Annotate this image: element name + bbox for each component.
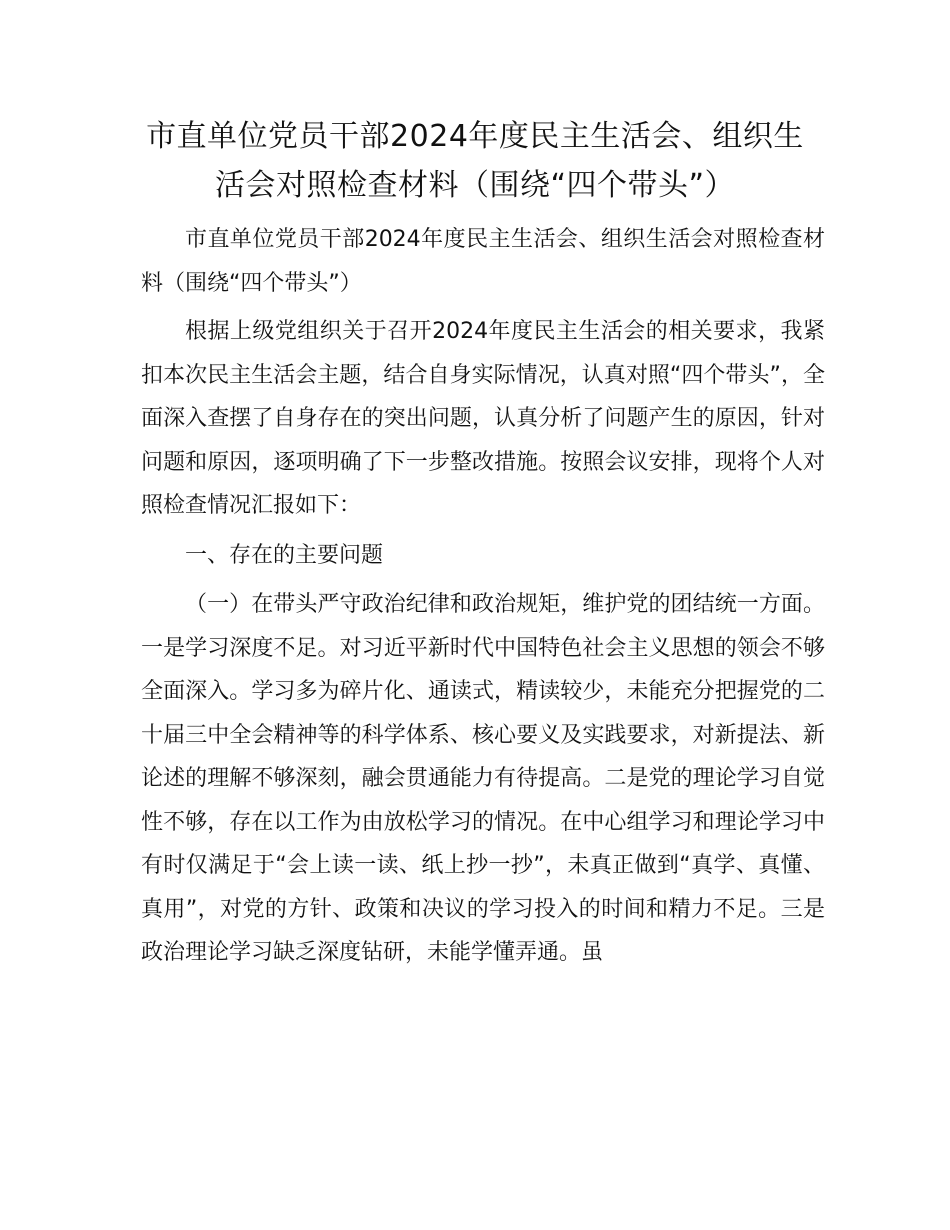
document-subtitle: 市直单位党员干部2024年度民主生活会、组织生活会对照检查材料（围绕“四个带头”） bbox=[141, 227, 825, 296]
section-heading: 一、存在的主要问题 bbox=[185, 542, 384, 568]
document-body bbox=[141, 218, 825, 975]
document-title: 市直单位党员干部2024年度民主生活会、组织生活会对照检查材料（围绕“四个带头”） bbox=[146, 119, 804, 203]
section-body-paragraph: （一）在带头严守政治纪律和政治规矩，维护党的团结统一方面。一是学习深度不足。对习近平新时代中国特色社会主义思想的领会不够全面深入。学习多为碎片化、通读式，精读较少，未能充分把握党的二十届三中全会精神等的科学体系、核心要义及实践要求，对新提法、新论述的理解不够深刻，融会贯通能力有待提高。二是党的理论学习自觉性不够，存在以工作为由放松学习的情况。在中心组学习和理论学习中有时仅满足于“会上读一读、纸上抄一抄”，未真正做到“真学、真懂、真用”，对党的方针、政策和决议的学习投入的时间和精力不足。三是政治理论学习缺乏深度钻研，未能学懂弄通。虽 bbox=[141, 592, 825, 965]
intro-paragraph: 根据上级党组织关于召开2024年度民主生活会的相关要求，我紧扣本次民主生活会主题，结合自身实际情况，认真对照“四个带头”，全面深入查摆了自身存在的突出问题，认真分析了问题产生的原因，针对问题和原因，逐项明确了下一步整改措施。按照会议安排，现将个人对照检查情况汇报如下： bbox=[141, 319, 825, 518]
